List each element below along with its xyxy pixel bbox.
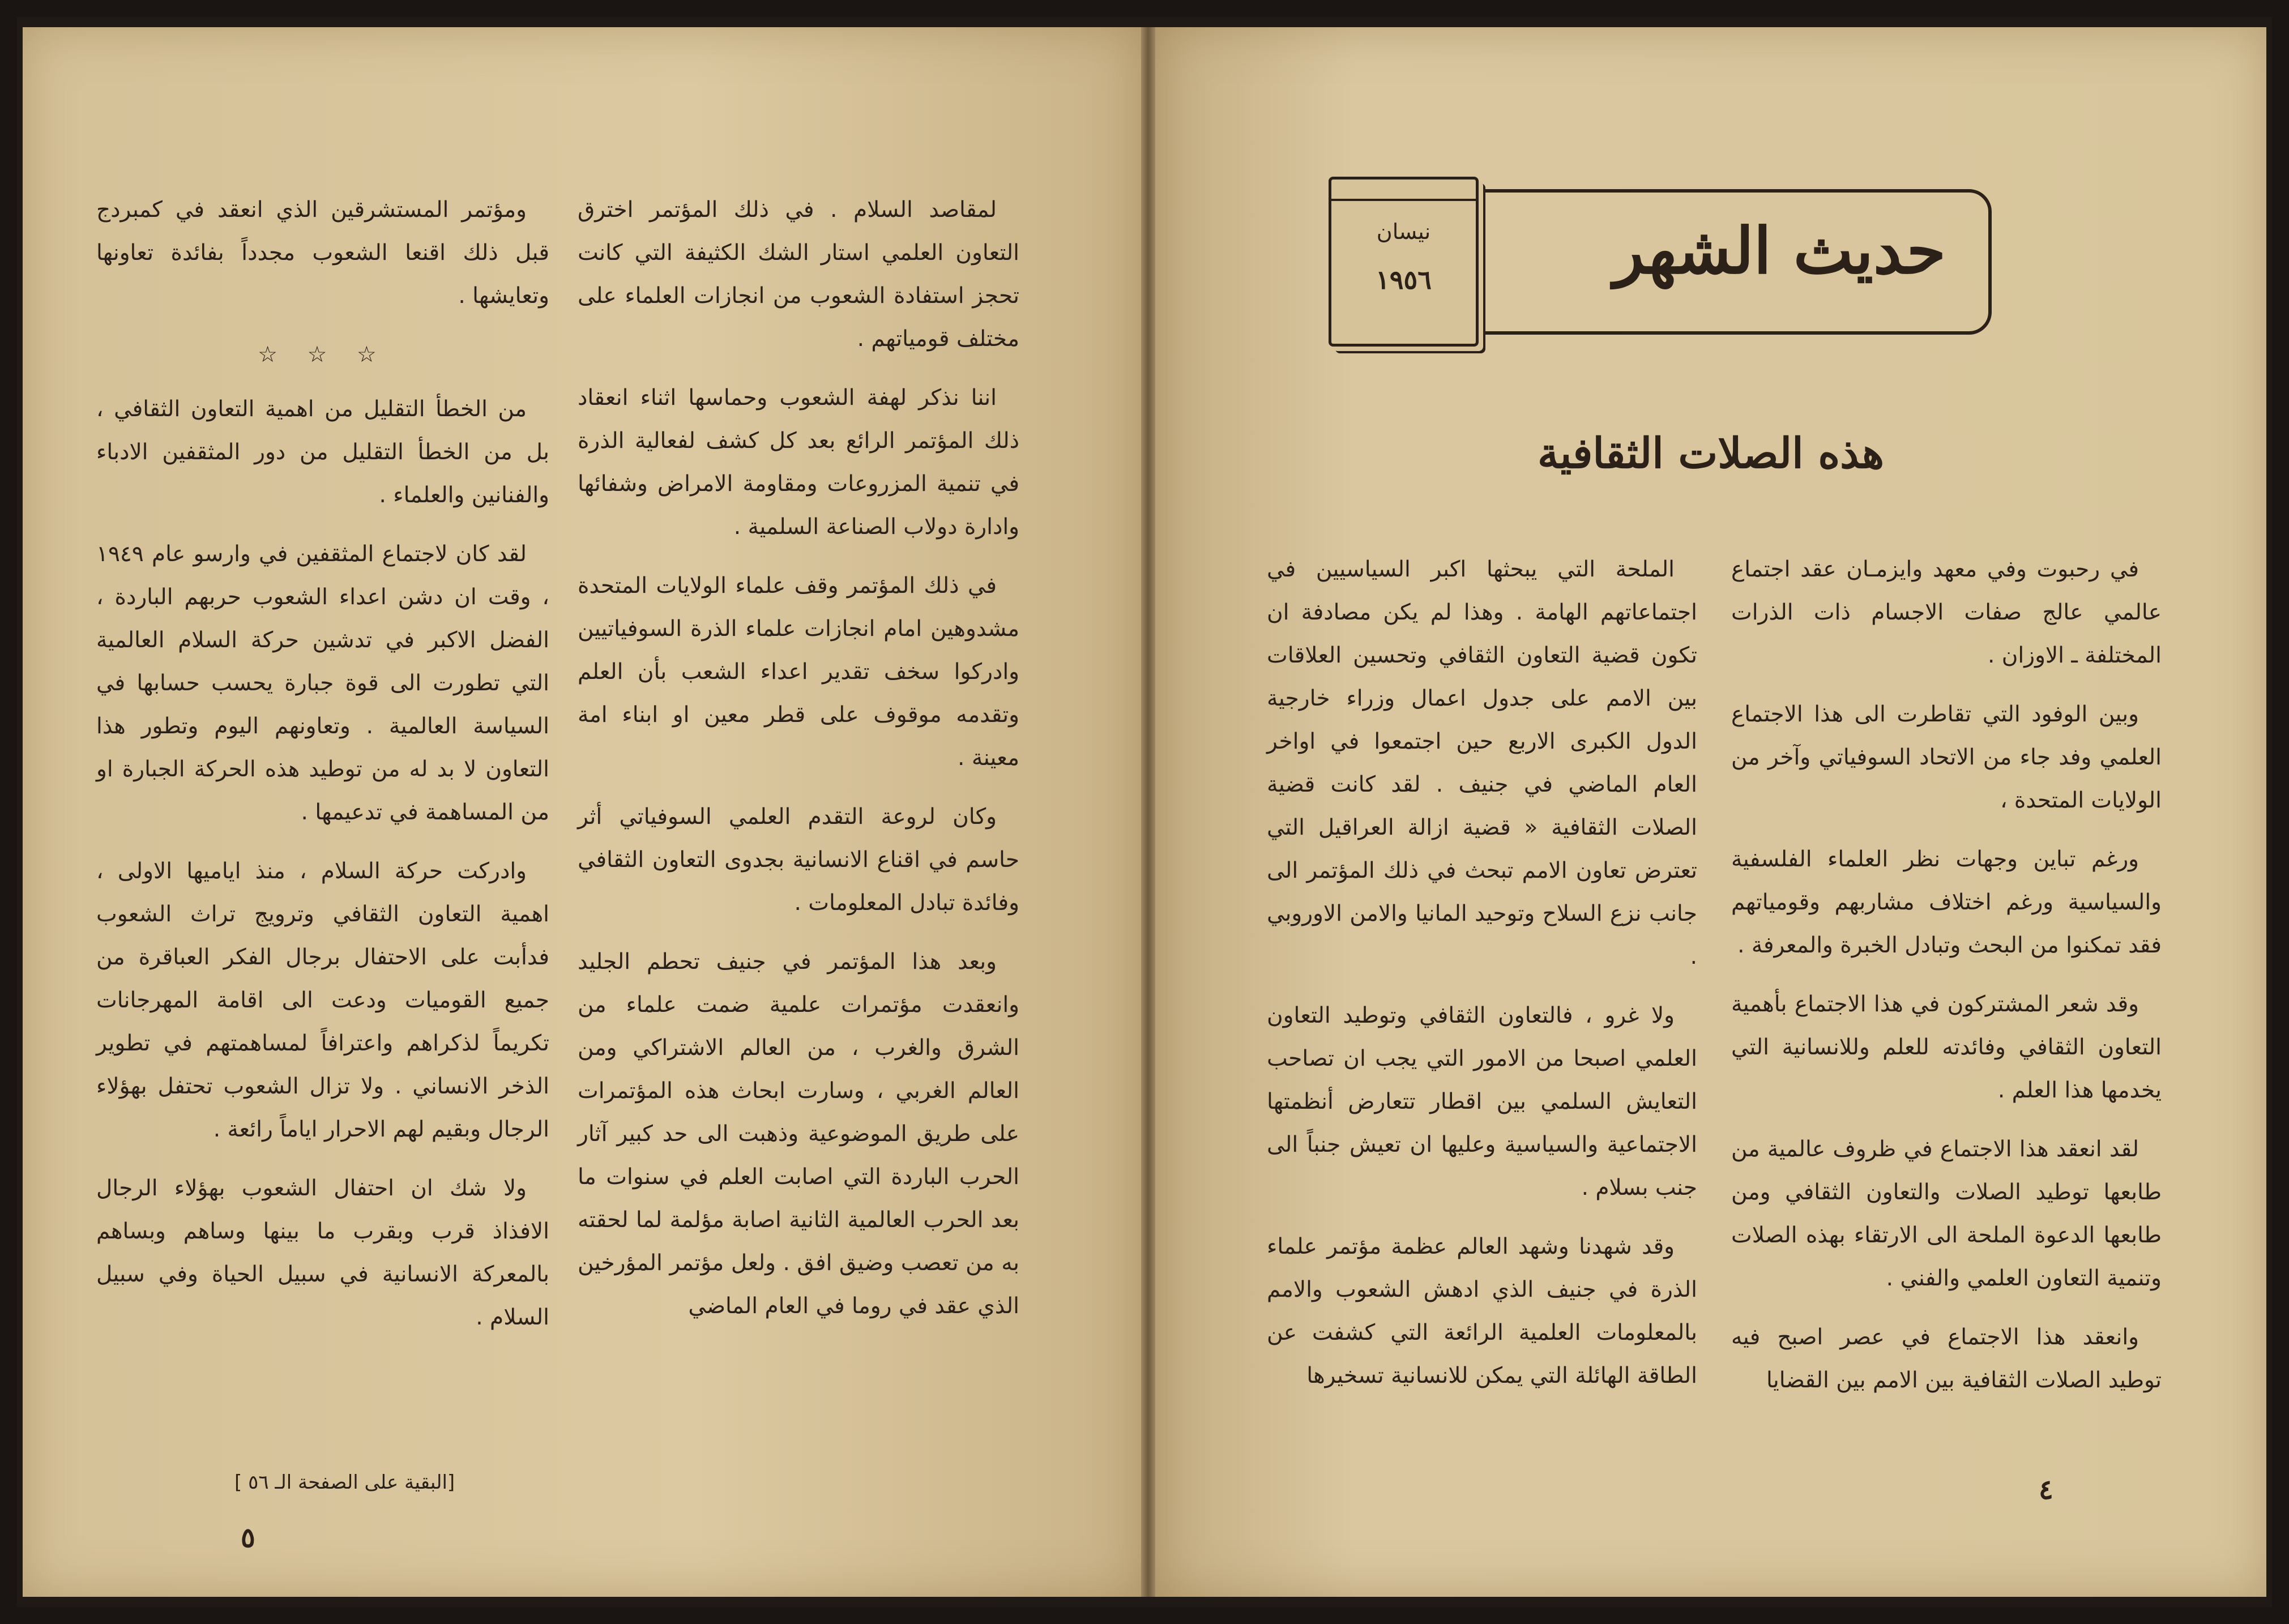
paragraph: وبين الوفود التي تقاطرت الى هذا الاجتماع العلمي وفد جاء من الاتحاد السوفياتي وآخر من الولايات المتحدة ،: [1731, 702, 2162, 813]
right-page-column-left: [1267, 548, 1697, 1413]
paragraph: في ذلك المؤتمر وقف علماء الولايات المتحدة مشدوهين امام انجازات علماء الذرة السوفياتيين وادركوا سخف تقدير اعداء الشعب بأن العلم وتقدمه موقوف على قطر معين او ابناء امة معينة .: [578, 573, 1019, 771]
right-page-column-right: [1731, 548, 2162, 1418]
section-title: حديث الشهر: [1613, 214, 1946, 288]
left-page-column-right: [578, 189, 1019, 1344]
paragraph: اننا نذكر لهفة الشعوب وحماسها اثناء انعقاد ذلك المؤتمر الرائع بعد كل كشف لفعالية الذرة في تنمية المزروعات ومقاومة الامراض وشفائها وادارة دولاب الصناعة السلمية .: [578, 385, 1019, 540]
left-page: [23, 27, 1141, 1597]
page-number: ٥: [241, 1522, 255, 1554]
section-separator-stars: ☆ ☆ ☆: [258, 342, 388, 367]
paragraph: لقد كان لاجتماع المثقفين في وارسو عام ١٩٤٩ ، وقت ان دشن اعداء الشعوب حربهم الباردة ، الفضل الاكبر في تدشين حركة السلام العالمية التي تطورت الى قوة جبارة يحسب حسابها في السياسة العالمية . وتعاونهم اليوم وتطور هذا التعاون لا بد له من توطيد هذه الحركة الجبارة او من المساهمة في تدعيمها .: [96, 541, 549, 825]
paragraph: من الخطأ التقليل من اهمية التعاون الثقافي ، بل من الخطأ التقليل من دور المثقفين الادباء والفنانين والعلماء .: [96, 396, 549, 508]
calendar-icon: [1329, 177, 1479, 347]
paragraph: ولا غرو ، فالتعاون الثقافي وتوطيد التعاون العلمي اصبحا من الامور التي يجب ان تصاحب التعايش السلمي بين اقطار تتعارض أنظمتها الاجتماعية والسياسية وعليها ان تعيش جنباً الى جنب بسلام .: [1267, 1003, 1697, 1200]
calendar-year: ١٩٥٦: [1376, 264, 1432, 295]
paragraph: ولا شك ان احتفال الشعوب بهؤلاء الرجال الافذاذ قرب وبقرب ما بينها وساهم وبساهم بالمعركة الانسانية في سبيل الحياة وفي سبيل السلام .: [96, 1176, 549, 1330]
paragraph: وقد شعر المشتركون في هذا الاجتماع بأهمية التعاون الثقافي وفائدته للعلم وللانسانية التي يخدمها هذا العلم .: [1731, 992, 2162, 1103]
paragraph: وقد شهدنا وشهد العالم عظمة مؤتمر علماء الذرة في جنيف الذي ادهش الشعوب والامم بالمعلومات العلمية الرائعة التي كشفت عن الطاقة الهائلة التي يمكن للانسانية تسخيرها: [1267, 1234, 1697, 1388]
paragraph: لمقاصد السلام . في ذلك المؤتمر اخترق التعاون العلمي استار الشك الكثيفة التي كانت تحجز استفادة الشعوب من انجازات العلماء على مختلف قومياتهم .: [578, 197, 1019, 352]
paragraph: الملحة التي يبحثها اكبر السياسيين في اجتماعاتهم الهامة . وهذا لم يكن مصادفة ان تكون قضية التعاون الثقافي وتحسين العلاقات بين الامم على جدول اعمال وزراء خارجية الدول الكبرى الاربع حين اجتمعوا في اواخر العام الماضي في جنيف . لقد كانت قضية الصلات الثقافية « قضية ازالة العراقيل التي تعترض تعاون الامم تبحث في ذلك المؤتمر الى جانب نزع السلاح وتوحيد المانيا والامن الاوروبي .: [1267, 557, 1697, 969]
paragraph: وادركت حركة السلام ، منذ اياميها الاولى ، اهمية التعاون الثقافي وترويج تراث الشعوب فدأبت على الاحتفال برجال الفكر العباقرة من جميع القوميات ودعت الى اقامة المهرجانات تكريماً لذكراهم واعترافاً لمساهمتهم في تطوير الذخر الانساني . ولا تزال الشعوب تحتفل بهؤلاء الرجال وبقيم لهم الاحرار اياماً رائعة .: [96, 858, 549, 1142]
magazine-spread: [17, 17, 2272, 1607]
calendar-month: نيسان: [1376, 219, 1431, 244]
paragraph: وانعقد هذا الاجتماع في عصر اصبح فيه توطيد الصلات الثقافية بين الامم بين القضايا: [1731, 1324, 2162, 1393]
continued-note: [ البقية على الصفحة الـ ٥٦ ]: [227, 1471, 463, 1494]
paragraph: وكان لروعة التقدم العلمي السوفياتي أثر حاسم في اقناع الانسانية بجدوى التعاون الثقافي وفائدة تبادل المعلومات .: [578, 804, 1019, 916]
header-box: [1342, 189, 1992, 335]
paragraph: في رحبوت وفي معهد وايزمـان عقد اجتماع عالمي عالج صفات الاجسام ذات الذرات المختلفة ـ الاوزان .: [1731, 557, 2162, 668]
paragraph: ورغم تباين وجهات نظر العلماء الفلسفية والسياسية ورغم اختلاف مشاربهم وقومياتهم فقد تمكنوا من البحث وتبادل الخبرة والمعرفة .: [1731, 847, 2162, 958]
calendar-binding: [1331, 180, 1476, 201]
left-page-column-left: [96, 189, 549, 1355]
book-gutter: [1141, 27, 1155, 1597]
paragraph: ومؤتمر المستشرقين الذي انعقد في كمبردج قبل ذلك اقنعا الشعوب مجدداً بفائدة تعاونها وتعايشها .: [96, 197, 549, 309]
paragraph: وبعد هذا المؤتمر في جنيف تحطم الجليد وانعقدت مؤتمرات علمية ضمت علماء من الشرق والغرب ، من العالم الاشتراكي ومن العالم الغربي ، وسارت ابحاث هذه المؤتمرات على طريق الموضوعية وذهبت الى حد كبير آثار الحرب الباردة التي اصابت العلم في سنوات ما بعد الحرب العالمية الثانية اصابة مؤلمة لما لحقته به من تعصب وضيق افق . ولعل مؤتمر المؤرخين الذي عقد في روما في العام الماضي: [578, 949, 1019, 1319]
paragraph: لقد انعقد هذا الاجتماع في ظروف عالمية من طابعها توطيد الصلات والتعاون الثقافي ومن طابعها الدعوة الملحة الى الارتقاء بهذه الصلات وتنمية التعاون العلمي والفني .: [1731, 1136, 2162, 1291]
article-title: هذه الصلات الثقافية: [1537, 429, 1885, 478]
right-page: [1155, 27, 2266, 1597]
page-number: ٤: [2039, 1474, 2053, 1506]
